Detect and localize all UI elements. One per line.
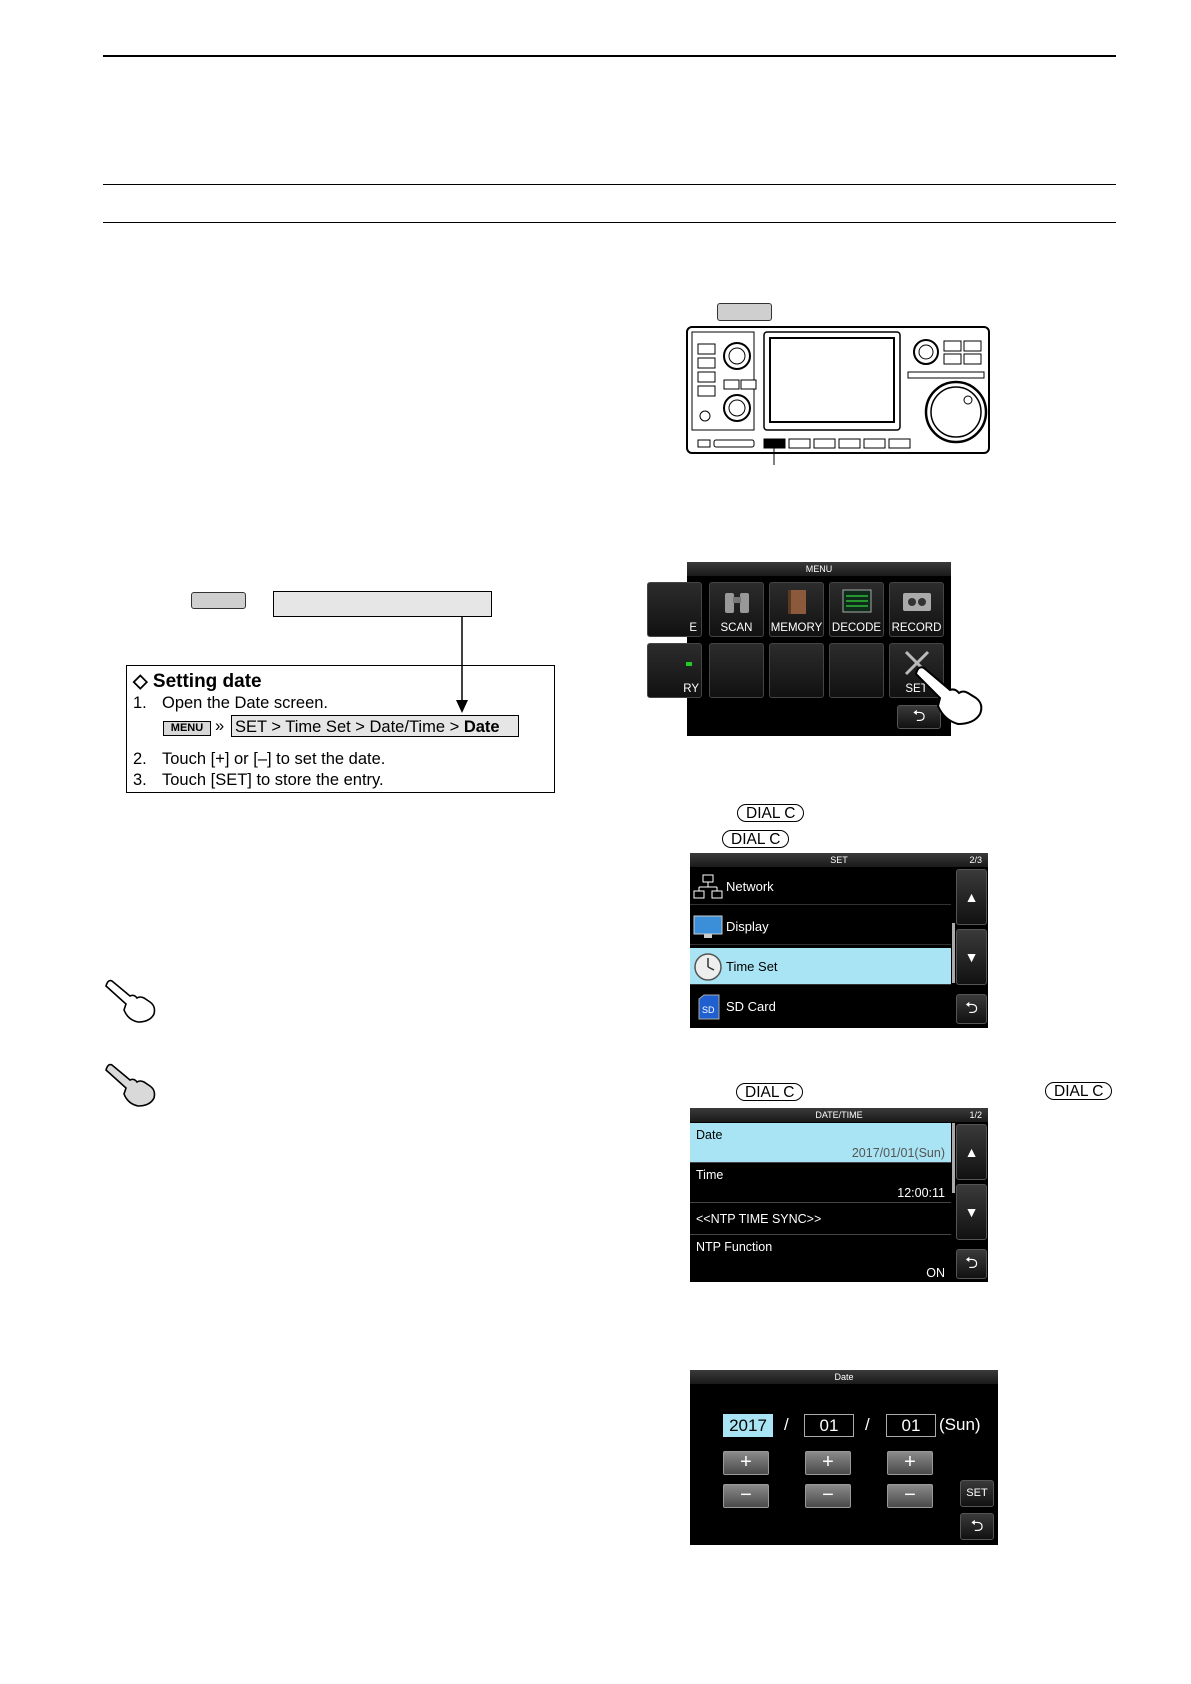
set-screen <box>690 853 988 1028</box>
svg-text:SD: SD <box>702 1005 715 1015</box>
tile-empty-2 <box>769 643 824 698</box>
datetime-screen-title: DATE/TIME <box>690 1108 988 1122</box>
decode-display-icon <box>842 589 872 615</box>
date-slash-2: / <box>865 1415 870 1434</box>
tile-empty-3 <box>829 643 884 698</box>
tile-set-label: SET <box>905 683 928 695</box>
date-slash-1: / <box>784 1415 789 1434</box>
tile-empty-1 <box>709 643 764 698</box>
step1-number: 1. <box>133 694 147 712</box>
menu-key-graphic <box>191 592 246 609</box>
set-screen-title: SET <box>690 853 988 867</box>
tile-partial-top-label: E <box>689 622 697 634</box>
menu-key-label: MENU <box>163 721 211 736</box>
pointing-hand-icon <box>104 980 158 1024</box>
transceiver-illustration <box>686 326 990 466</box>
dt-date-value: 2017/01/01(Sun) <box>851 1146 945 1160</box>
day-plus-button[interactable]: + <box>887 1451 933 1475</box>
path-separator: » <box>215 717 225 735</box>
dt-down-button[interactable] <box>956 1184 987 1240</box>
set-row-display[interactable] <box>690 908 951 945</box>
sd-card-icon <box>698 994 720 1020</box>
up-arrow-icon: ▲ <box>964 889 979 905</box>
monitor-icon <box>693 915 723 939</box>
tile-record[interactable] <box>889 582 944 637</box>
set-row-network-label: Network <box>726 879 774 894</box>
instruction-box <box>126 665 555 793</box>
dt-up-button[interactable] <box>956 1124 987 1180</box>
back-icon: ⮌ <box>970 1518 984 1535</box>
tile-decode[interactable] <box>829 582 884 637</box>
header-rule-mid <box>103 184 1116 185</box>
set-row-sd-card[interactable] <box>690 988 951 1025</box>
set-back-button[interactable] <box>956 994 987 1024</box>
touch-hand-icon <box>910 668 990 728</box>
header-rule-bottom <box>103 222 1116 223</box>
month-plus-button[interactable]: + <box>805 1451 851 1475</box>
green-indicator <box>686 662 692 666</box>
datetime-screen-page: 1/2 <box>969 1110 982 1120</box>
year-field[interactable]: 2017 <box>723 1414 773 1437</box>
header-rule-top <box>103 55 1116 57</box>
date-set-label: SET <box>966 1487 988 1499</box>
year-minus-button[interactable]: − <box>723 1484 769 1508</box>
transceiver-menu-key <box>717 303 772 321</box>
memory-book-icon <box>782 589 812 615</box>
up-arrow-icon: ▲ <box>964 1144 979 1160</box>
menu-path <box>231 715 519 737</box>
dial-c-label-4: DIAL C <box>1045 1082 1112 1100</box>
dt-row-ntp-header <box>690 1203 951 1235</box>
tile-memory[interactable] <box>769 582 824 637</box>
back-icon: ⮌ <box>965 1255 978 1272</box>
set-up-button[interactable] <box>956 869 987 925</box>
set-down-button[interactable] <box>956 929 987 985</box>
step1-text: Open the Date screen. <box>162 694 329 712</box>
step2-number: 2. <box>133 750 147 768</box>
instruction-title: ◇ Setting date <box>133 671 262 692</box>
dt-row-ntp-function[interactable] <box>690 1235 951 1282</box>
set-row-sd-card-label: SD Card <box>726 999 776 1014</box>
cassette-icon <box>902 589 932 615</box>
dt-back-button[interactable] <box>956 1249 987 1279</box>
dt-ntp-value: ON <box>926 1266 945 1280</box>
set-row-display-label: Display <box>726 919 769 934</box>
year-plus-button[interactable]: + <box>723 1451 769 1475</box>
month-minus-button[interactable]: − <box>805 1484 851 1508</box>
clock-icon <box>693 952 723 982</box>
step3-number: 3. <box>133 771 147 789</box>
dt-ntp-header: <<NTP TIME SYNC>> <box>696 1212 822 1226</box>
back-icon: ⮌ <box>912 708 926 725</box>
date-back-button[interactable] <box>960 1513 994 1540</box>
pointing-hand-icon-shaded <box>104 1064 158 1108</box>
menu-path-prefix: SET > Time Set > Date/Time > <box>235 718 464 736</box>
step3-text: Touch [SET] to store the entry. <box>162 771 384 789</box>
dt-row-date[interactable] <box>690 1123 951 1163</box>
tile-memory-label: MEMORY <box>770 622 823 634</box>
day-minus-button[interactable]: − <box>887 1484 933 1508</box>
network-icon <box>693 874 723 900</box>
date-set-button[interactable] <box>960 1480 994 1507</box>
set-screen-page: 2/3 <box>969 855 982 865</box>
step2-text: Touch [+] or [–] to set the date. <box>162 750 386 768</box>
menu-path-bold: Date <box>463 718 500 736</box>
tile-partial-bottom[interactable] <box>647 643 702 698</box>
month-field[interactable]: 01 <box>804 1414 854 1437</box>
tile-partial-bottom-label: RY <box>683 683 699 695</box>
dial-c-label-2: DIAL C <box>722 830 789 848</box>
set-row-network[interactable] <box>690 868 951 905</box>
dial-c-label-1: DIAL C <box>737 804 804 822</box>
down-arrow-icon: ▼ <box>964 949 979 965</box>
menu-path-box <box>273 591 492 617</box>
date-screen-title: Date <box>690 1370 998 1384</box>
tile-scan[interactable] <box>709 582 764 637</box>
weekday-label: (Sun) <box>939 1415 981 1434</box>
dt-row-time[interactable] <box>690 1163 951 1203</box>
tile-partial-top[interactable] <box>647 582 702 637</box>
set-row-time-set[interactable] <box>690 948 951 985</box>
menu-screen-title: MENU <box>687 562 951 576</box>
datetime-screen <box>690 1108 988 1282</box>
set-row-time-set-label: Time Set <box>726 959 778 974</box>
dt-ntp-label: NTP Function <box>696 1240 773 1254</box>
tile-scan-label: SCAN <box>720 622 753 634</box>
dt-time-label: Time <box>696 1168 724 1182</box>
scrollbar[interactable] <box>952 1123 955 1193</box>
dt-date-label: Date <box>696 1128 723 1142</box>
tile-decode-label: DECODE <box>831 622 882 634</box>
dial-c-label-3: DIAL C <box>736 1083 803 1101</box>
date-edit-screen <box>690 1370 998 1545</box>
dt-time-value: 12:00:11 <box>897 1186 945 1200</box>
down-arrow-icon: ▼ <box>964 1204 979 1220</box>
back-icon: ⮌ <box>965 1000 978 1017</box>
scrollbar[interactable] <box>952 923 955 983</box>
day-field[interactable]: 01 <box>886 1414 936 1437</box>
binoculars-icon <box>722 589 752 615</box>
tile-record-label: RECORD <box>891 622 942 634</box>
